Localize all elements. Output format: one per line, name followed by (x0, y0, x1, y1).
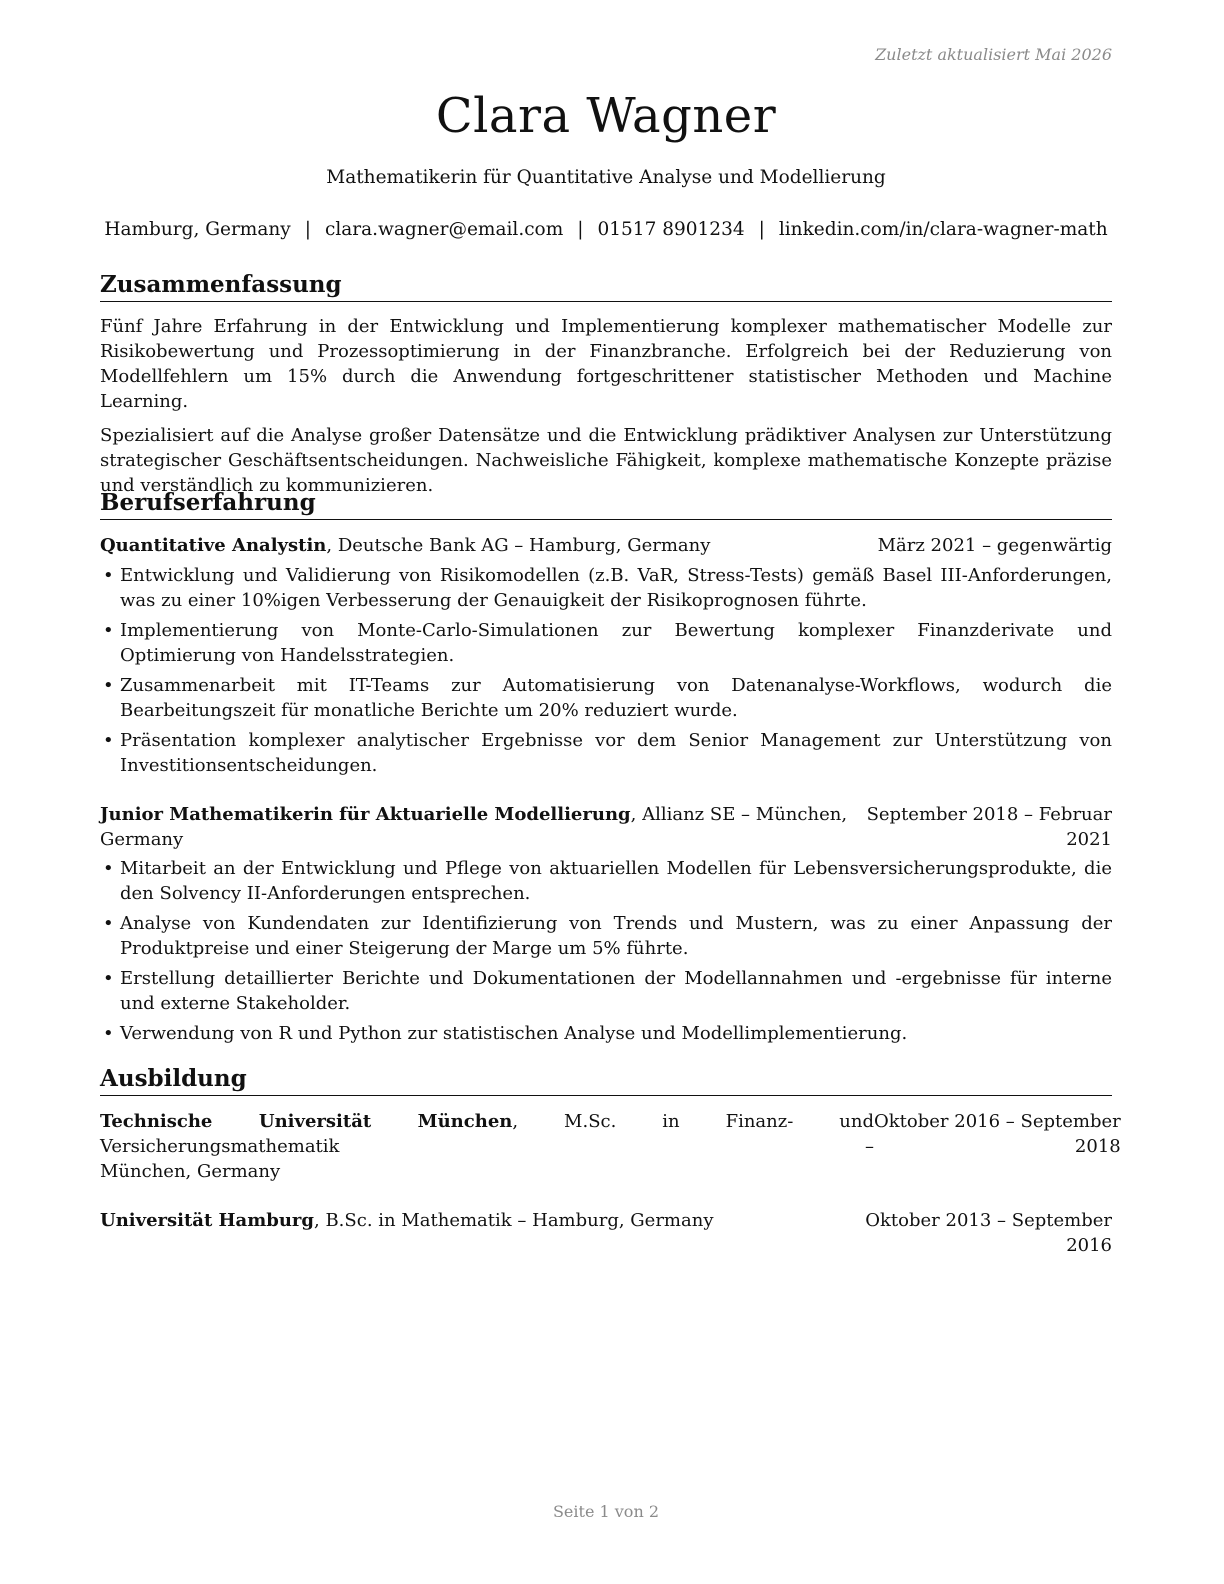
summary-section (100, 270, 1112, 498)
job-header (100, 802, 1112, 852)
list-item: • Mitarbeit an der Entwicklung und Pflege von aktuariellen Modellen für Lebensversicherungsprodukte, die den Solvency II-Anforderungen entsprechen. (103, 858, 1112, 904)
job-title-company (100, 533, 710, 558)
education-dates: Oktober 2013 – September 2016 (865, 1210, 1112, 1256)
degree: , B.Sc. in Mathematik – Hamburg, Germany (314, 1210, 714, 1231)
job-company: , Deutsche Bank AG – Hamburg, Germany (326, 535, 711, 556)
education-entry (100, 1208, 1112, 1258)
last-updated: Zuletzt aktualisiert Mai 2026 (875, 45, 1112, 64)
contact-phone[interactable]: 01517 8901234 (597, 219, 745, 240)
section-title-summary: Zusammenfassung (100, 270, 1112, 302)
job-header (100, 533, 1112, 558)
school-location: München, Germany (100, 1161, 281, 1182)
resume-page (100, 0, 1121, 1584)
job-role: Quantitative Analystin (100, 535, 327, 556)
bullet-icon: • (103, 968, 114, 989)
bullet-icon: • (103, 675, 114, 696)
job-title-company (100, 802, 867, 852)
separator: | (758, 219, 765, 240)
job-role: Junior Mathematikerin für Aktuarielle Modellierung (100, 804, 631, 825)
list-item: • Analyse von Kundendaten zur Identifizierung von Trends und Mustern, was zu einer Anpassung der Produktpreise und einer Steigerung der Marge um 5% führte. (103, 913, 1112, 959)
bullet-icon: • (103, 858, 114, 879)
person-name: Clara Wagner (435, 88, 777, 144)
bullet-icon: • (103, 620, 114, 641)
list-item: • Erstellung detaillierter Berichte und Dokumentationen der Modellannahmen und -ergebnisse für interne und externe Stakeholder. (103, 968, 1112, 1014)
bullet-icon: • (103, 565, 114, 586)
job-title: Mathematikerin für Quantitative Analyse und Modellierung (326, 167, 886, 188)
contact-linkedin[interactable]: linkedin.com/in/clara-wagner-math (778, 219, 1108, 240)
page-number: Seite 1 von 2 (552, 1502, 660, 1521)
list-item: • Entwicklung und Validierung von Risikomodellen (z.B. VaR, Stress-Tests) gemäß Basel III-Anforderungen, was zu einer 10%igen Verbesserung der Genauigkeit der Risikoprognosen führte. (103, 565, 1112, 611)
list-item: • Implementierung von Monte-Carlo-Simulationen zur Bewertung komplexer Finanzderivate und Optimierung von Handelsstrategien. (103, 620, 1112, 666)
job-bullets (100, 563, 1112, 778)
school-name: Technische Universität München (100, 1111, 513, 1132)
list-item: • Verwendung von R und Python zur statistischen Analyse und Modellimplementierung. (103, 1023, 908, 1044)
bullet-icon: • (103, 730, 114, 751)
job-entry (100, 802, 1112, 1046)
degree: , M.Sc. in Finanz- und Versicherungsmathematik – (100, 1111, 874, 1157)
education-section (100, 1064, 1121, 1258)
section-title-experience: Berufserfahrung (100, 488, 1112, 520)
job-dates: September 2018 – Februar 2021 (866, 804, 1112, 850)
education-school-degree (100, 1109, 874, 1184)
contact-line (100, 219, 1112, 240)
education-dates: Oktober 2016 – September 2018 (874, 1111, 1121, 1157)
summary-paragraph: Spezialisiert auf die Analyse großer Datensätze und die Entwicklung prädiktiver Analysen zur Unterstützung strategischer Geschäftsentscheidungen. Nachweisliche Fähigkeit, komplexe mathematische Konzepte präzise und verständlich zu kommunizieren. (100, 425, 1112, 496)
summary-paragraph: Fünf Jahre Erfahrung in der Entwicklung und Implementierung komplexer mathematischer Modelle zur Risikobewertung und Prozessoptimierung in der Finanzbranche. Erfolgreich bei der Reduzierung von Modellfehlern um 15% durch die Anwendung fortgeschrittener statistischer Methoden und Machine Learning. (100, 316, 1112, 412)
separator: | (304, 219, 311, 240)
job-bullets (100, 856, 1112, 1046)
job-company: , Allianz SE – München, Germany (100, 804, 848, 850)
contact-email[interactable]: clara.wagner@email.com (324, 219, 564, 240)
school-name: Universität Hamburg (100, 1210, 315, 1231)
education-entry (100, 1109, 1121, 1184)
bullet-icon: • (103, 913, 114, 934)
education-school-degree (100, 1208, 714, 1258)
experience-section (100, 488, 1112, 1046)
list-item: • Präsentation komplexer analytischer Ergebnisse vor dem Senior Management zur Unterstützung von Investitionsentscheidungen. (103, 730, 1112, 776)
list-item: • Zusammenarbeit mit IT-Teams zur Automatisierung von Datenanalyse-Workflows, wodurch die Bearbeitungszeit für monatliche Berichte um 20% reduziert wurde. (103, 675, 1112, 721)
contact-location: Hamburg, Germany (104, 219, 291, 240)
job-dates: März 2021 – gegenwärtig (877, 535, 1112, 556)
job-entry (100, 533, 1112, 778)
separator: | (577, 219, 584, 240)
bullet-icon: • (103, 1023, 114, 1044)
section-title-education: Ausbildung (100, 1064, 1112, 1096)
